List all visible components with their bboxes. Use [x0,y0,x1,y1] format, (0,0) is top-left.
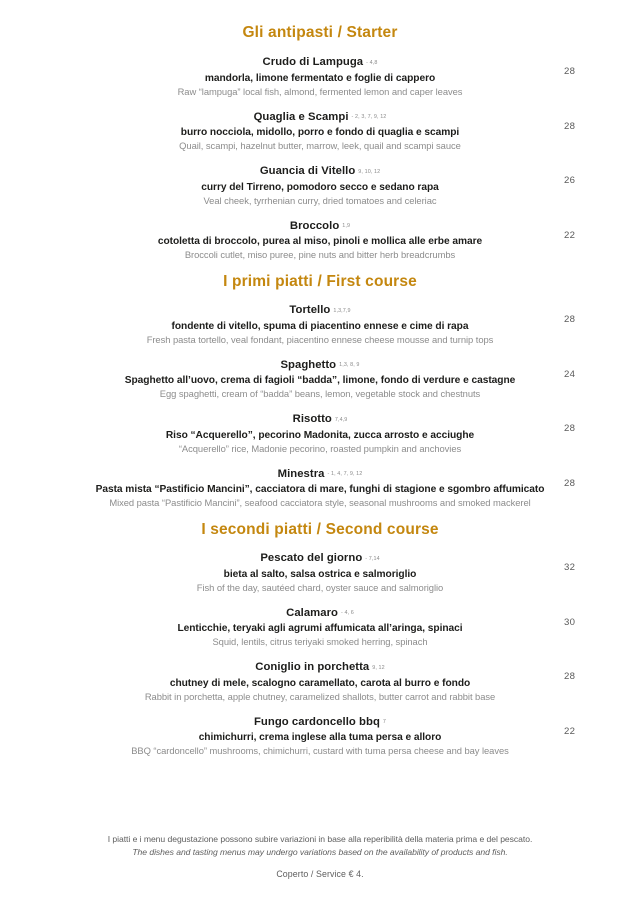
menu-item-description-english: BBQ “cardoncello” mushrooms, chimichurri, custard with tuma persa cheese and bay leaves [131,745,509,756]
menu-item-description-italian: Riso “Acquerello”, pecorino Madonita, zucca arrosto e acciughe [165,429,475,441]
menu-item-price: 28 [564,477,576,489]
menu-item-body [68,303,572,346]
menu-item-description-italian: curry del Tirreno, pomodoro secco e sedano rapa [201,181,439,193]
menu-item-title [68,219,572,234]
menu-item [0,660,640,703]
menu-item-description-italian: mandorla, limone fermentato e foglie di cappero [204,72,436,84]
menu-item-body [68,358,572,401]
menu-item [0,164,640,207]
menu-item-name: Tortello [289,304,331,316]
menu-item-allergens: - 4,8 [366,59,378,66]
menu-item-allergens: 1,3,7,9 [333,307,351,314]
menu-item [0,412,640,455]
menu-item-title [68,467,572,482]
menu-item-body [68,164,572,207]
menu-item-title [68,715,572,730]
menu-item [0,110,640,153]
menu-item-description-italian: Spaghetto all’uovo, crema di fagioli “badda”, limone, fondo di verdure e castagne [124,375,516,386]
menu-item [0,303,640,346]
menu-item-price: 26 [564,175,576,186]
menu-section [0,521,640,757]
menu-item-price: 30 [564,616,576,628]
menu-item-title [68,303,572,318]
menu-item-name: Quaglia e Scampi [253,110,349,123]
menu-item-name: Spaghetto [280,358,337,371]
menu-item-title [68,412,572,427]
menu-item-price: 22 [564,725,576,737]
menu-item [0,715,640,758]
menu-item-description-english: Rabbit in porchetta, apple chutney, caramelized shallots, butter carrot and rabbit base [144,690,496,702]
footer-service-charge: Coperto / Service € 4. [276,869,364,879]
footer-note-italian: I piatti e i menu degustazione possono subire variazioni in base alla reperibilità della materia prima e del pescato. [107,834,533,844]
menu-section [0,273,640,509]
menu-item-description-english: Fish of the day, sautéed chard, oyster sauce and salmoriglio [196,581,444,593]
menu-item-allergens: - 4, 6 [341,610,354,616]
menu-item [0,551,640,594]
menu-item-price: 28 [564,314,576,325]
menu-item-description-english: Raw “lampuga” local fish, almond, fermented lemon and caper leaves [177,85,463,97]
section-heading: Gli antipasti / Starter [242,24,398,41]
menu-section [0,24,640,261]
menu-item-name: Guancia di Vitello [259,165,356,177]
menu-item-name: Calamaro [286,606,338,619]
menu-item-title [68,606,572,621]
menu-footer [0,833,640,881]
menu-item-allergens: - 2, 3, 7, 9, 12 [351,114,387,120]
menu-item-price: 28 [564,671,576,682]
menu-item-description-italian: bieta al salto, salsa ostrica e salmoriglio [223,568,417,580]
menu-item-description-english: Mixed pasta “Pastificio Mancini”, seafood cacciatora style, seasonal mushrooms and smoked mackerel [109,497,531,508]
menu-item-description-english: “Acquerello” rice, Madonie pecorino, roasted pumpkin and anchovies [178,442,462,454]
menu-item-description-italian: burro nocciola, midollo, porro e fondo di quaglia e scampi [180,127,460,138]
menu-item-price: 24 [564,368,576,380]
menu-item-description-italian: cotoletta di broccolo, purea al miso, pinoli e mollica alle erbe amare [157,236,483,247]
menu-item-allergens: 7 [382,719,387,725]
menu-item-name: Risotto [292,413,332,425]
menu-item-body [68,606,572,649]
section-heading: I secondi piatti / Second course [201,521,439,538]
menu-item-title [68,110,572,125]
menu-item-name: Broccolo [289,219,340,232]
menu-item-name: Minestra [277,467,325,480]
menu-item [0,55,640,98]
menu-item-name: Fungo cardoncello bbq [253,715,380,728]
menu-item [0,219,640,262]
menu-item-body [68,467,572,510]
menu-item-allergens: 9, 10, 12 [358,168,381,175]
menu-item-title [68,660,572,675]
menu-item-title [68,551,572,566]
menu-item-title [68,358,572,373]
menu-item-price: 22 [564,229,576,241]
section-heading: I primi piatti / First course [223,273,417,290]
menu-item-price: 28 [564,120,576,132]
menu-item-allergens: 1,3, 8, 9 [339,362,360,368]
menu-item-allergens: 9, 12 [372,664,385,671]
menu-item-allergens: - 1, 4, 7, 9, 12 [327,471,363,477]
menu-item-body [68,219,572,262]
menu-item-allergens: - 7,14 [365,555,380,562]
menu-item-allergens: 7,4,9 [334,416,348,423]
menu-item-title [68,55,572,70]
menu-item [0,467,640,510]
menu-item-allergens: 1,9 [342,223,351,229]
menu-item-body [68,715,572,758]
menu-item-price: 28 [564,423,576,434]
menu-item-price: 32 [564,562,576,573]
menu-item-description-english: Quail, scampi, hazelnut butter, marrow, leek, quail and scampi sauce [179,140,461,151]
menu-item-description-italian: Lenticchie, teryaki agli agrumi affumicata all’aringa, spinaci [177,623,463,634]
menu-item [0,606,640,649]
menu-item-name: Pescato del giorno [260,552,363,564]
menu-sections [0,24,640,757]
menu-item-description-english: Veal cheek, tyrrhenian curry, dried tomatoes and celeriac [203,194,437,206]
menu-item-description-italian: Pasta mista “Pastificio Mancini”, cacciatora di mare, funghi di stagione e sgombro affumicato [95,484,545,495]
menu-item-price: 28 [564,66,576,77]
menu-item-title [68,164,572,179]
menu-item-description-italian: fondente di vitello, spuma di piacentino ennese e cime di rapa [171,320,469,332]
menu-item-description-english: Squid, lentils, citrus teriyaki smoked herring, spinach [212,636,428,647]
menu-item-body [68,660,572,703]
menu-item-name: Crudo di Lampuga [262,56,364,68]
menu-item [0,358,640,401]
footer-note-english: The dishes and tasting menus may undergo variations based on the availability of products and fish. [132,847,508,857]
menu-item-description-english: Fresh pasta tortello, veal fondant, piacentino ennese cheese mousse and turnip tops [146,333,494,345]
menu-item-body [68,110,572,153]
menu-item-body [68,551,572,594]
menu-item-body [68,55,572,98]
menu-item-body [68,412,572,455]
menu-item-description-italian: chutney di mele, scalogno caramellato, carota al burro e fondo [169,677,471,689]
menu-item-description-italian: chimichurri, crema inglese alla tuma persa e alloro [198,732,442,743]
menu-item-description-english: Egg spaghetti, cream of “badda” beans, lemon, vegetable stock and chestnuts [159,388,481,399]
menu-item-name: Coniglio in porchetta [255,661,370,673]
menu-item-description-english: Broccoli cutlet, miso puree, pine nuts and bitter herb breadcrumbs [184,249,456,260]
